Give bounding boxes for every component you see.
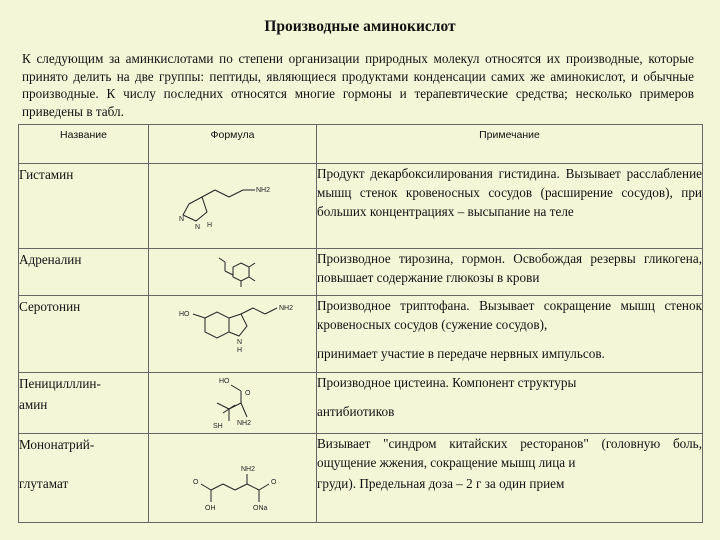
formula-label: O [245,390,251,397]
formula-label: O [193,479,199,486]
serotonin-structure [149,296,317,372]
note-msg [317,434,703,523]
name-line: амин [19,397,48,412]
formula-penicillamine [149,373,317,434]
msg-structure [149,434,317,522]
formula-label: N [179,216,185,223]
amino-derivatives-table [18,124,703,523]
name-line: Мононатрий- [19,437,95,452]
name-line: Пеницилллин- [19,376,101,391]
formula-label: O [271,479,277,486]
adrenaline-structure [149,249,317,295]
histamine-structure [149,164,317,248]
formula-histamine [149,164,317,249]
formula-label: HO [219,378,230,385]
formula-label: OH [205,505,216,512]
note-line: Продукт декарбоксилирования гистидина. Вызывает расслабление мышц стенок кровеносных сосудов (расширение сосудов), при больших концентрациях – высыпание на теле [317,166,702,219]
table-header-row [19,125,703,164]
note-line: Производное тирозина, гормон. Освобождая резервы гликогена, повышает содержание глюкозы в крови [317,251,702,285]
formula-label: NH2 [256,187,271,194]
name-line: Адреналин [19,252,82,267]
table-row [19,373,703,434]
formula-msg [149,434,317,523]
formula-label: HO [179,311,190,318]
row-name-histamine [19,164,149,249]
formula-label: H [207,222,213,229]
row-name-serotonin [19,296,149,373]
formula-label: ONa [253,505,268,512]
name-line: Серотонин [19,299,81,314]
note-histamine [317,164,703,249]
formula-serotonin [149,296,317,373]
formula-label: NH2 [241,466,256,473]
formula-label: N [195,224,201,231]
table-row [19,164,703,249]
header-name: Название [19,125,149,164]
header-formula: Формула [149,125,317,164]
note-penicillamine [317,373,703,434]
page-title: Производные аминокислот [264,18,456,35]
table-row [19,434,703,523]
intro-paragraph: К следующим за аминкислотами по степени организации природных молекул относятся их производные, которые принято делить на две группы: пептиды, являющиеся продуктами конденсации самих же аминокислот, и обычные производные. К числу последних относятся многие гормоны и терапевтические средства; несколько примеров приведены в табл. [22,51,694,119]
row-name-penicillamine [19,373,149,434]
formula-label: H [237,347,243,354]
note-line: груди). Предельная доза – 2 г за один прием [317,476,565,491]
row-name-adrenaline [19,249,149,296]
name-line: Гистамин [19,167,74,182]
note-serotonin [317,296,703,373]
note-adrenaline [317,249,703,296]
formula-label: SH [213,423,223,430]
name-line: глутамат [19,476,69,491]
note-line: антибиотиков [317,404,395,419]
table-row [19,249,703,296]
formula-label: NH2 [279,305,294,312]
formula-adrenaline [149,249,317,296]
note-line: принимает участие в передаче нервных импульсов. [317,346,605,361]
formula-label: NH2 [237,420,252,427]
header-note: Примечание [317,125,703,164]
note-line: Производное триптофана. Вызывает сокращение мышц стенок кровеносных сосудов (сужение сосудов), [317,298,702,332]
formula-label: N [237,339,243,346]
note-line: Визывает "синдром китайских ресторанов" (головную боль, ощущение жжения, сокращение мышц лица и [317,436,702,470]
table-row [19,296,703,373]
penicillamine-structure [149,373,317,433]
row-name-msg [19,434,149,523]
note-line: Производное цистеина. Компонент структуры [317,375,577,390]
